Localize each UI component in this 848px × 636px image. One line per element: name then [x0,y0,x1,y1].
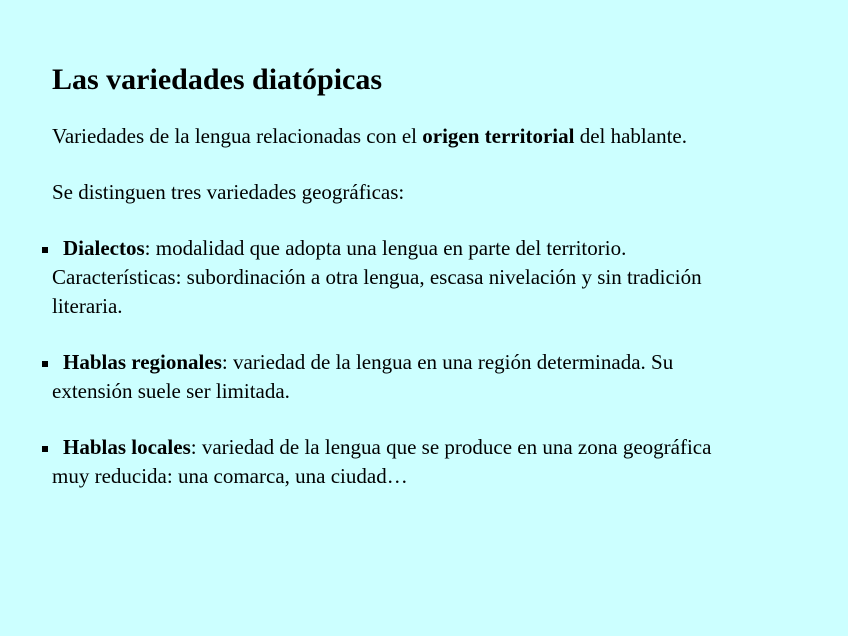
bullet-line [52,433,822,462]
list-item-hablas-locales [42,433,822,491]
bullet-line: muy reducida: una comarca, una ciudad… [52,464,408,488]
bullet-text: : modalidad que adopta una lengua en parte del territorio. [144,236,627,260]
bullet-line: extensión suele ser limitada. [52,379,290,403]
slide-title: Las variedades diatópicas [52,63,383,96]
square-bullet-icon [42,361,48,367]
bullet-line [52,348,822,377]
bullet-term: Hablas locales [63,435,191,459]
intro-text-after: del hablante. [574,124,687,148]
bullet-term: Dialectos [63,236,145,260]
square-bullet-icon [42,247,48,253]
bullet-text: : variedad de la lengua en una región determinada. Su [221,350,674,374]
variety-list [42,234,822,518]
bullet-text: : variedad de la lengua que se produce en una zona geográfica [190,435,712,459]
bullet-term: Hablas regionales [63,350,222,374]
square-bullet-icon [42,446,48,452]
intro-text-before: Variedades de la lengua relacionadas con el [52,124,423,148]
lead-paragraph: Se distinguen tres variedades geográficas: [52,180,405,204]
intro-paragraph [52,122,687,151]
bullet-line: literaria. [52,294,123,318]
bullet-line [52,234,822,263]
list-item-dialectos [42,234,822,321]
list-item-hablas-regionales [42,348,822,406]
bullet-line: Características: subordinación a otra lengua, escasa nivelación y sin tradición [52,265,702,289]
intro-bold-term: origen territorial [422,124,575,148]
